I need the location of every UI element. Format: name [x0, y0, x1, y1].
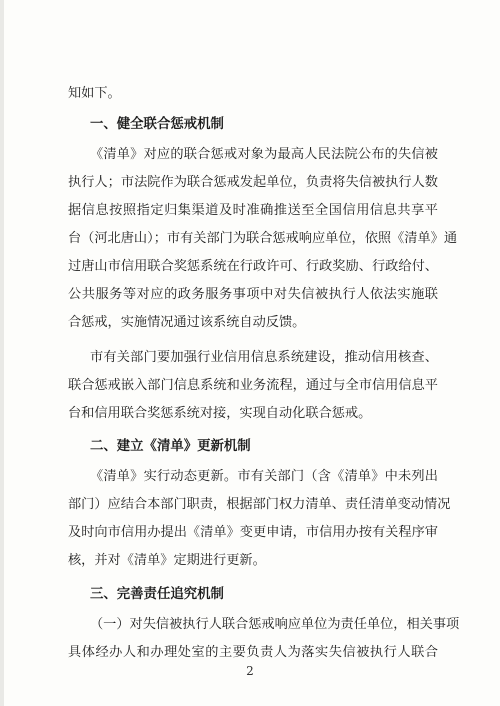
- text-line: 公共服务等对应的政务服务事项中对失信被执行人依法实施联: [68, 287, 438, 302]
- page-number: 2: [246, 664, 254, 678]
- text-line: 合惩戒，实施情况通过该系统自动反馈。: [68, 315, 306, 330]
- text-line: 知如下。: [68, 86, 121, 101]
- text-line: 台和信用联合奖惩系统对接，实现自动化联合惩戒。: [68, 406, 372, 421]
- text-line: 及时向市信用办提出《清单》变更申请，市信用办按有关程序审: [68, 525, 438, 540]
- text-line: 具体经办人和办理处室的主要负责人为落实失信被执行人联合: [68, 645, 438, 660]
- text-line: 市有关部门要加强行业信用信息系统建设，推动信用核查、: [90, 350, 438, 365]
- text-line: 过唐山市信用联合奖惩系统在行政许可、行政奖励、行政给付、: [68, 259, 438, 274]
- scan-edge: [0, 0, 4, 706]
- text-line: 部门）应结合本部门职责，根据部门权力清单、责任清单变动情况: [68, 497, 451, 512]
- text-line: （一）对失信被执行人联合惩戒响应单位为责任单位，相关事项: [90, 617, 460, 632]
- section-heading-1: 一、健全联合惩戒机制: [90, 117, 224, 132]
- text-line: 《清单》对应的联合惩戒对象为最高人民法院公布的失信被: [90, 147, 438, 162]
- text-line: 据信息按照指定归集渠道及时准确推送至全国信用信息共享平: [68, 203, 438, 218]
- text-line: 台（河北唐山）；市有关部门为联合惩戒响应单位，依照《清单》通: [68, 231, 458, 246]
- text-line: 执行人；市法院作为联合惩戒发起单位，负责将失信被执行人数: [68, 175, 438, 190]
- text-line: 联合惩戒嵌入部门信息系统和业务流程，通过与全市信用信息平: [68, 378, 438, 393]
- text-line: 核，并对《清单》定期进行更新。: [68, 553, 266, 568]
- text-line: 《清单》实行动态更新。市有关部门（含《清单》中未列出: [90, 469, 438, 484]
- section-heading-2: 二、建立《清单》更新机制: [90, 439, 251, 454]
- section-heading-3: 三、完善责任追究机制: [90, 587, 224, 602]
